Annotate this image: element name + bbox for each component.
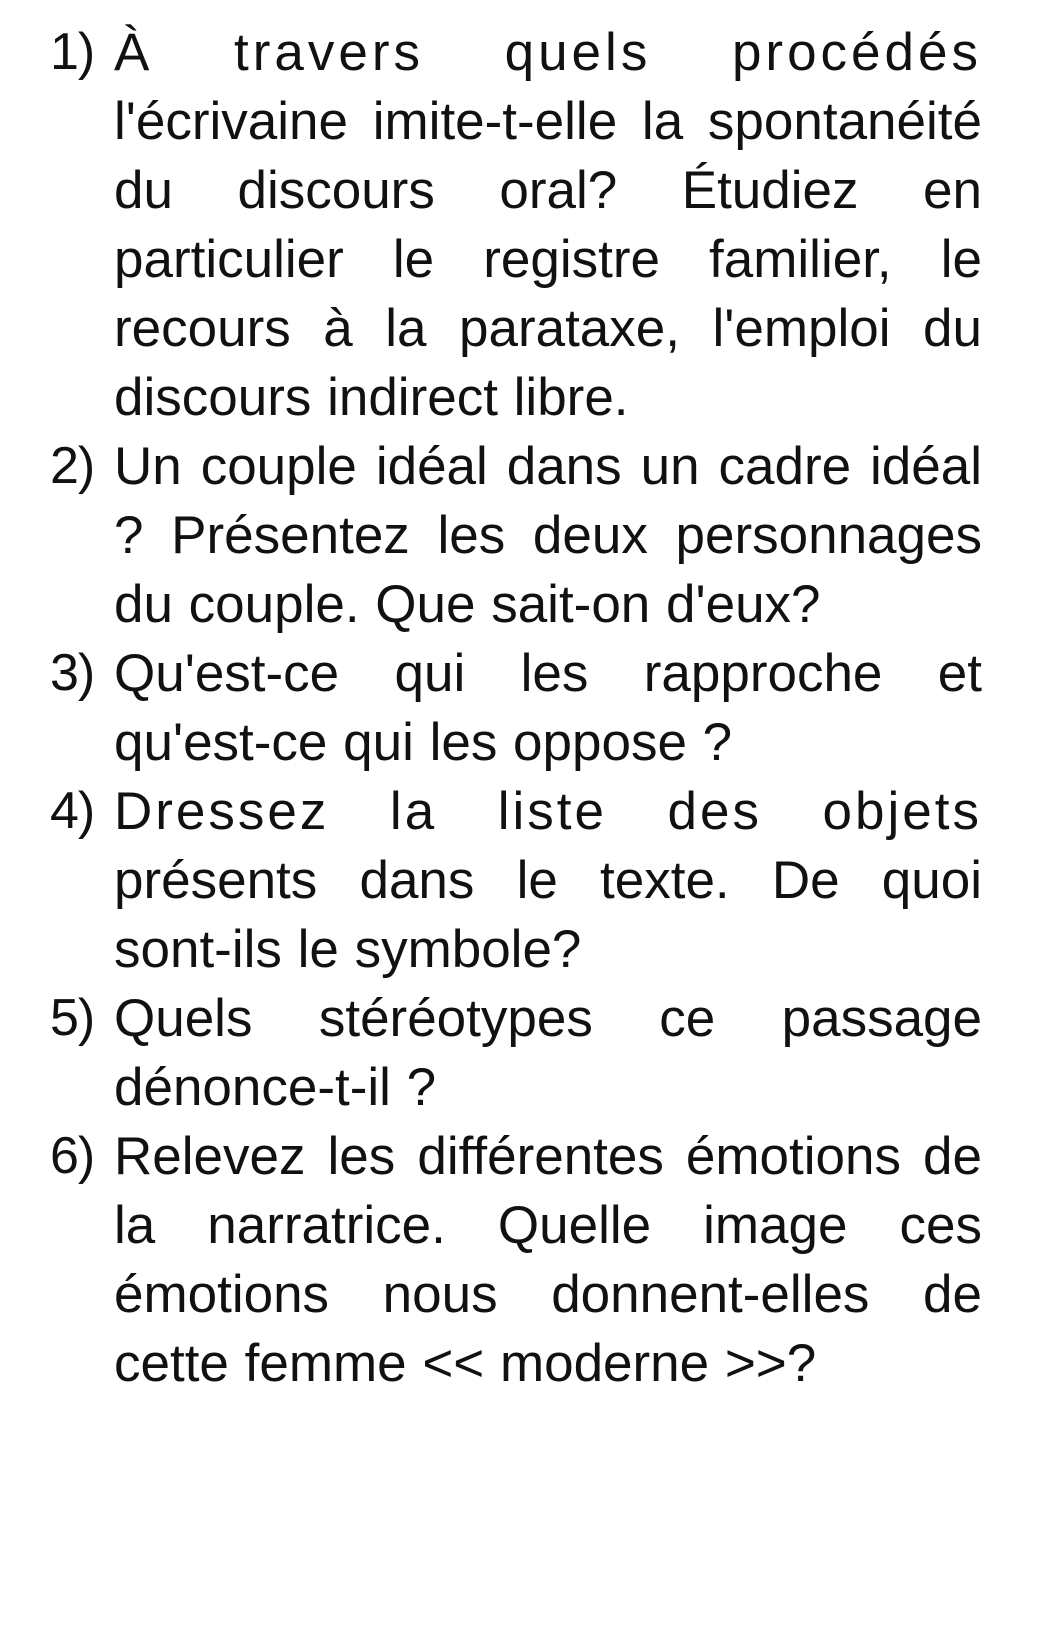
question-text: Qu'est-ce qui les rapproche et qu'est-ce qui les oppose ? bbox=[114, 644, 982, 772]
question-6 bbox=[50, 1122, 982, 1398]
question-number: 2) bbox=[50, 437, 95, 495]
question-number: 4) bbox=[50, 782, 95, 840]
question-number: 6) bbox=[50, 1127, 95, 1185]
question-3 bbox=[50, 639, 982, 777]
questions-list bbox=[50, 18, 982, 1398]
question-number: 1) bbox=[50, 23, 95, 81]
question-number: 5) bbox=[50, 989, 95, 1047]
question-4 bbox=[50, 777, 982, 984]
question-5 bbox=[50, 984, 982, 1122]
question-text: Un couple idéal dans un cadre idéal ? Présentez les deux personnages du couple. Que sait-on d'eux? bbox=[114, 437, 982, 634]
question-text: Relevez les différentes émotions de la narratrice. Quelle image ces émotions nous donnent-elles de cette femme << moderne >>? bbox=[114, 1127, 982, 1393]
question-number: 3) bbox=[50, 644, 95, 702]
question-text: À travers quels procédés l'écrivaine imite-t-elle la spontanéité du discours oral? Étudiez en particulier le registre familier, le recours à la parataxe, l'emploi du discours indirect libre. bbox=[114, 23, 982, 427]
question-2 bbox=[50, 432, 982, 639]
question-text: Dressez la liste des objets présents dans le texte. De quoi sont-ils le symbole? bbox=[114, 782, 982, 979]
question-1 bbox=[50, 18, 982, 432]
question-text: Quels stéréotypes ce passage dénonce-t-il ? bbox=[114, 989, 982, 1117]
